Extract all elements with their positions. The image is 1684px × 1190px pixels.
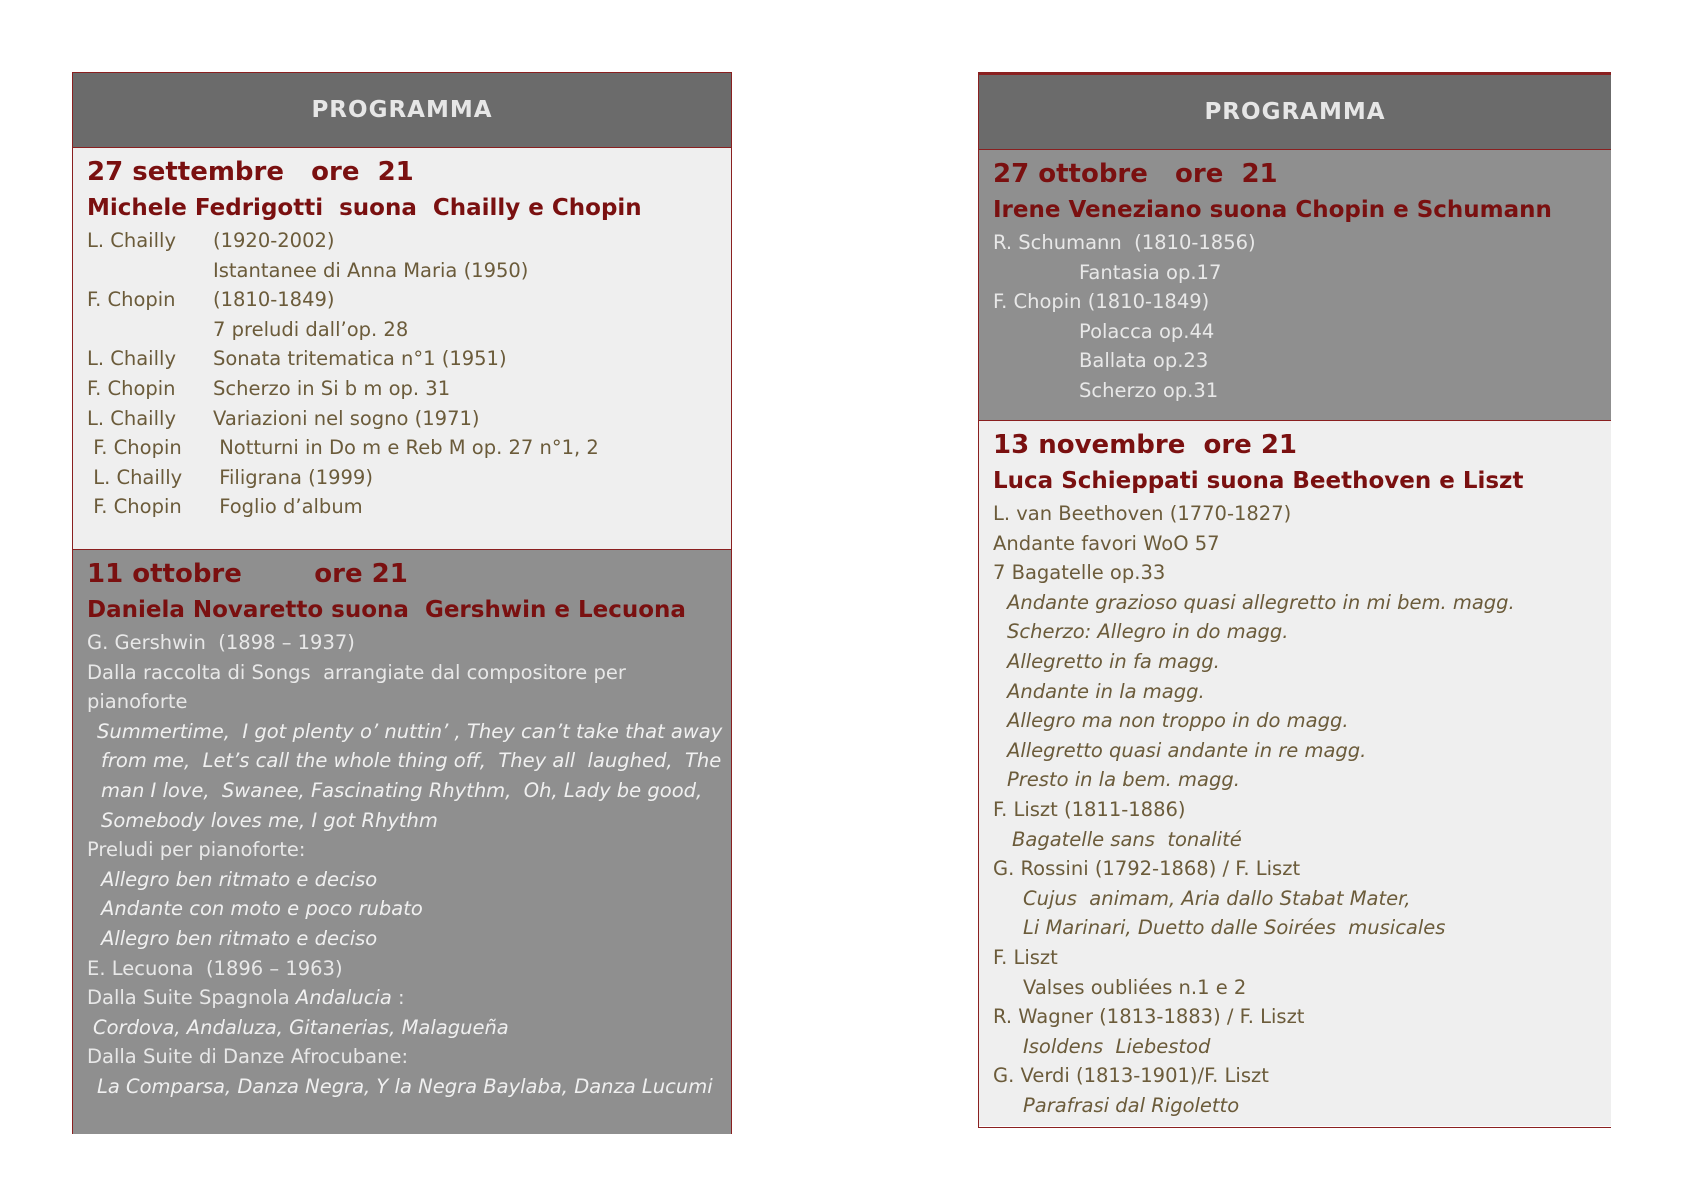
work-title: Presto in la bem. magg. — [1007, 768, 1240, 792]
work-title: Allegro ma non troppo in do magg. — [1007, 709, 1349, 733]
program-text: Dalla raccolta di Songs arrangiate dal compositore per — [87, 660, 626, 684]
work-title: Andante in la magg. — [1007, 679, 1205, 703]
concert-date: 13 novembre ore 21 — [993, 430, 1298, 460]
work-title: Isoldens Liebestod — [1023, 1034, 1211, 1058]
composer-line: F. Liszt (1811-1886) — [993, 797, 1186, 821]
work-title: Cujus animam, Aria dallo Stabat Mater, — [1023, 886, 1411, 910]
program-row: Istantanee di Anna Maria (1950) — [213, 258, 529, 282]
work-title: Allegro ben ritmato e deciso — [101, 867, 378, 891]
song-list: from me, Let’s call the whole thing off, They all laughed, The — [101, 749, 722, 773]
left-program-header: PROGRAMMA — [73, 73, 731, 148]
composer-line: G. Verdi (1813-1901)/F. Liszt — [993, 1064, 1269, 1088]
song-list: Summertime, I got plenty o’ nuttin’ , They can’t take that away — [97, 719, 723, 743]
concert-date: 27 ottobre ore 21 — [993, 159, 1278, 189]
concert-performer: Michele Fedrigotti suona Chailly e Chopin — [87, 195, 642, 221]
work-title: Cordova, Andaluza, Gitanerias, Malagueña — [93, 1015, 509, 1039]
program-row: L. Chailly (1920-2002) — [87, 229, 335, 252]
work-title: Andante grazioso quasi allegretto in mi bem. magg. — [1007, 590, 1515, 614]
concert-13-novembre — [979, 420, 1611, 1126]
right-program-header: PROGRAMMA — [979, 75, 1611, 150]
concert-date: 27 settembre ore 21 — [87, 157, 414, 187]
program-row: F. Chopin Notturni in Do m e Reb M op. 27 n°1, 2 — [87, 436, 599, 460]
concert-performer: Irene Veneziano suona Chopin e Schumann — [993, 197, 1552, 223]
work-title: Ballata op.23 — [1079, 349, 1209, 373]
program-text: Preludi per pianoforte: — [87, 838, 306, 862]
work-title: Scherzo op.31 — [1079, 378, 1219, 402]
program-row: F. Chopin Foglio d’album — [87, 495, 363, 519]
program-row: L. Chailly Variazioni nel sogno (1971) — [87, 406, 480, 430]
song-list: Somebody loves me, I got Rhythm — [101, 808, 438, 832]
work-title: Scherzo: Allegro in do magg. — [1007, 620, 1289, 644]
program-row: L. Chailly Filigrana (1999) — [87, 465, 373, 489]
concert-27-settembre — [73, 148, 731, 549]
work-title: Fantasia op.17 — [1079, 260, 1222, 284]
program-text: Dalla Suite di Danze Afrocubane: — [87, 1045, 409, 1069]
composer-line: F. Chopin (1810-1849) — [993, 290, 1210, 314]
program-row: F. Chopin (1810-1849) — [87, 288, 335, 312]
concert-performer: Luca Schieppati suona Beethoven e Liszt — [993, 468, 1524, 494]
composer-line: L. van Beethoven (1770-1827) — [993, 502, 1292, 525]
program-row: 7 preludi dall’op. 28 — [213, 317, 409, 341]
work-title: Andante favori WoO 57 — [993, 531, 1220, 555]
right-program-card — [978, 72, 1611, 1128]
work-title: Allegretto quasi andante in re magg. — [1007, 738, 1367, 762]
concert-date: 11 ottobre ore 21 — [87, 559, 408, 589]
composer-line: G. Rossini (1792-1868) / F. Liszt — [993, 857, 1301, 881]
song-list: man I love, Swanee, Fascinating Rhythm, Oh, Lady be good, — [101, 778, 703, 802]
work-title: Polacca op.44 — [1079, 319, 1215, 343]
work-title: Andante con moto e poco rubato — [101, 897, 423, 921]
concert-performer: Daniela Novaretto suona Gershwin e Lecuona — [87, 597, 686, 623]
concert-11-ottobre — [73, 549, 731, 1134]
program-row: F. Chopin Scherzo in Si b m op. 31 — [87, 376, 451, 400]
left-program-card — [72, 72, 732, 1134]
composer-line: F. Liszt — [993, 945, 1058, 969]
program-text: pianoforte — [87, 690, 188, 714]
work-title: Allegro ben ritmato e deciso — [101, 926, 378, 950]
work-title: Li Marinari, Duetto dalle Soirées musicales — [1023, 916, 1446, 940]
work-title: Allegretto in fa magg. — [1007, 649, 1220, 673]
program-row: L. Chailly Sonata tritematica n°1 (1951) — [87, 347, 507, 371]
work-title: Parafrasi dal Rigoletto — [1023, 1093, 1240, 1117]
composer-line: G. Gershwin (1898 – 1937) — [87, 631, 355, 654]
composer-line: R. Schumann (1810-1856) — [993, 231, 1256, 254]
work-title: Bagatelle sans tonalité — [1012, 827, 1242, 851]
work-title: La Comparsa, Danza Negra, Y la Negra Baylaba, Danza Lucumi — [97, 1074, 713, 1098]
composer-line: E. Lecuona (1896 – 1963) — [87, 956, 343, 980]
work-title: 7 Bagatelle op.33 — [993, 561, 1166, 585]
program-text: Dalla Suite Spagnola Andalucia : — [87, 986, 405, 1010]
concert-27-ottobre — [979, 150, 1611, 420]
composer-line: R. Wagner (1813-1883) / F. Liszt — [993, 1005, 1305, 1029]
work-title: Valses oubliées n.1 e 2 — [1023, 975, 1247, 999]
